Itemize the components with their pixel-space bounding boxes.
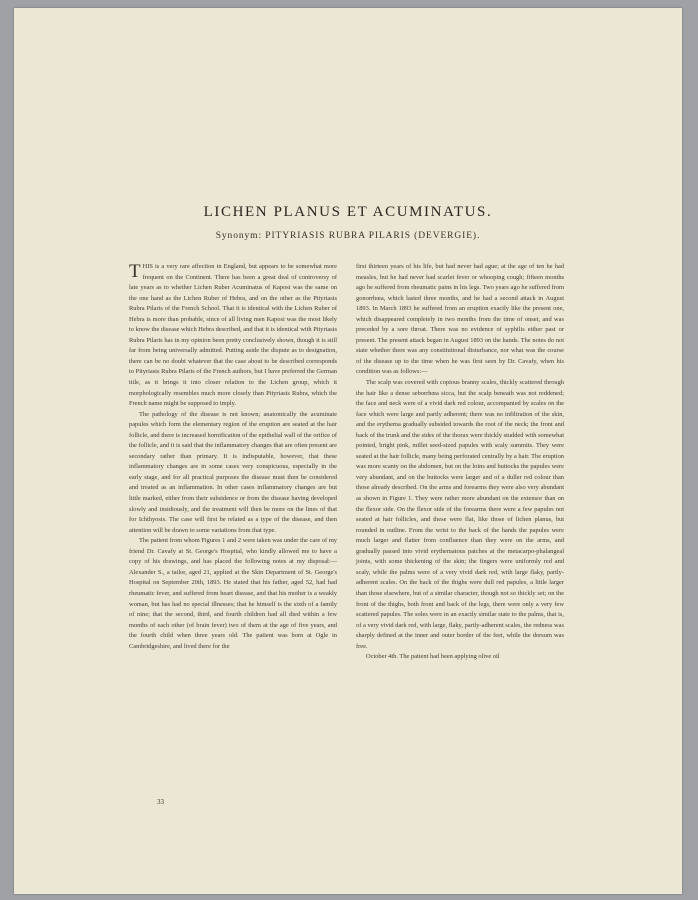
book-page <box>14 8 682 894</box>
paragraph <box>129 262 337 410</box>
synonym-line: Synonym: PITYRIASIS RUBRA PILARIS (DEVERGIE). <box>215 231 481 241</box>
paragraph: first thirteen years of his life, but had never had ague; at the age of ten he had measles, but he had never had scarlet fever or whooping cough; fifteen months ago he suffered from rheumatic pains in his legs. Two years ago he suffered from gonorrhœa, which lasted three months, and he had a second attack in August 1893. In March 1893 he suffered from an eruption exactly like the present one, which disappeared completely in two months from the time of onset, and was preceded by a sore throat. There was no evidence of syphilis either past or present. The present attack began in August 1893 on the hands. The notes do not state whether there was any constitutional disturbance, nor what was the course of the disease up to the time when he was first seen by Dr. Cavafy, when his condition was as follows:— <box>356 263 564 376</box>
paragraph: The scalp was covered with copious branny scales, thickly scattered through the hair like a dense seborrhœa sicca, but the scalp beneath was not reddened; the face and neck were of a vivid dark red colour, accompanied by scales on the face which were large and partly adherent; there was no infiltration of the skin, and the erythema gradually subsided towards the root of the neck; the front and back of the trunk and the sides of the thorax were thickly studded with somewhat pointed, bright pink, millet seed-sized papules with scaly summits. They were seated at the hair follicle, many being perforated centrally by a hair. The eruption was more scanty on the abdomen, but on the loins and buttocks the papules were very abundant, and on the buttocks were larger and of a duller red colour than those already described. On the arms and forearms they were also very abundant as shown in Figure 1. They were rather more abundant on the extensor than on the flexor side. On the flexor side of the forearms there were a few papules not seated at hair follicles, and these were flat, like those of lichen planus, but rounded in outline. From the wrist to the back of the hands the papules were much larger and flatter from confluence than they were on the arms, and gradually passed into vivid erythematous patches at the metacarpo-phalangeal joints, with some thickening of the skin; the fingers were uniformly red and scaly, while the palms were of a very vivid dark red, with large flaky, partly-adherent scales. On the back of the thighs were dull red papules, a little larger than those elsewhere, but of a similar character, though not so thickly set; on the front of the thighs, both front and back of the legs, there were only a very few scattered papules. The soles were in an exactly similar state to the palms, that is, of a very vivid dark red, with large, flaky, partly-adherent scales, the redness was sharply defined at the inner and outer border of the feet, while the dorsum was free. <box>356 379 564 650</box>
left-column <box>129 262 337 652</box>
page-number: 33 <box>157 798 164 806</box>
paragraph: The patient from whom Figures 1 and 2 were taken was under the care of my friend Dr. Cavafy at St. George's Hospital, who kindly allowed me to have a copy of his drawings, and has placed the following notes at my disposal:— Alexander S., a tailor, aged 21, applied at the Skin Department of St. George's Hospital on September 20th, 1893. He stated that his father, aged 52, had had rheumatic fever, and suffered from heart disease, and that his mother is a weakly woman, but has had no special illnesses; that he himself is the sixth of a family of nine; that the second, third, and fourth children had all died within a few months of each other (of brain fever) two of them at the age of five years, and the fourth child when three years old. The patient was born at Ogle in Cambridgeshire, and lived there for the <box>129 537 337 650</box>
paragraph: October 4th. The patient had been applying olive oil <box>366 653 500 661</box>
paragraph-text: HIS is a very rare affection in England, but appears to be somewhat more frequent on the Continent. There has been a great deal of controversy of late years as to whether Lichen Ruber Acuminatus of Kaposi was the same on the one hand as the Lichen Ruber of Hebra, and on the other as the Pityriasis Rubra Pilaris of the French School. That it is identical with the Lichen Ruber of Hebra is more than probable, since of all living men Kaposi was the most likely to know the disease which Hebra described, and that it is identical with Pityriasis Rubra Pilaris has in my opinion been pretty conclusively shown, though it is still far from being universally admitted. Putting aside the dispute as to designation, there can be no doubt whatever that the case about to be described corresponds to Pityriasis Rubra Pilaris of the French authors, but I have preferred the German title, as it brings it into closer relation to the Lichen group, which it morphologically resembles much more closely than Pityriasis Rubra, which the French name might be supposed to imply. <box>129 263 337 408</box>
right-column <box>356 262 564 663</box>
paragraph: The pathology of the disease is not known; anatomically the acuminate papules which form the elementary region of the eruption are seated at the hair follicle, and there is increased hornification of the epithelial wall of the orifice of the follicle, and it is said that the inflammatory changes that are often present are secondary rather than primary. It is indisputable, however, that these inflammatory changes are in some cases very conspicuous, especially in the early stage, and for all practical purposes the disease must then be considered and treated as an inflammation. In other cases inflammatory changes are but little marked, either from their subsidence or from the disease having developed slowly and insidiously, and the treatment will then be more on the lines of that for Ichthyosis. The case will first be related as a type of the disease, and then attention will be drawn to some variations from that type. <box>129 410 337 534</box>
article-title: LICHEN PLANUS ET ACUMINATUS. <box>203 204 493 220</box>
drop-cap: T <box>129 261 141 282</box>
